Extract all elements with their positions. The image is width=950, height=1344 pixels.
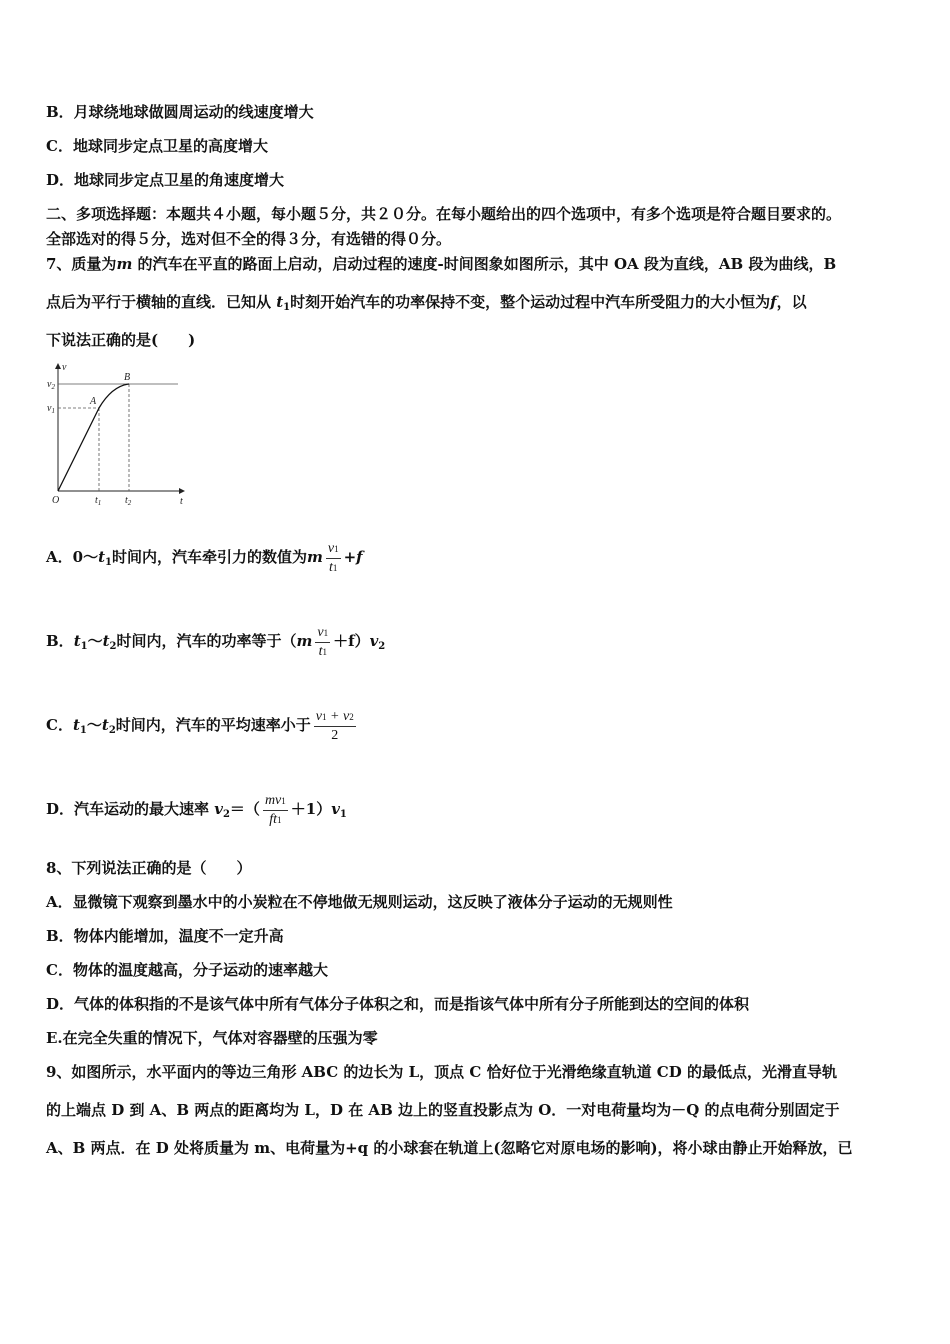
q7-option-c: C．$t_1\sim t_2$时间内，汽车的平均速率小于 $\frac{v1 + v2}{2}$ [46, 709, 354, 743]
q8-option-c: C．物体的温度越高，分子运动的速率越大 [46, 961, 328, 979]
axis-t-label: t [180, 496, 183, 506]
q6-option-d: D．地球同步定点卫星的角速度增大 [46, 171, 285, 189]
t2-label: $t_2$ [125, 495, 132, 506]
q8-stem: 8、下列说法正确的是（ ） [46, 859, 252, 877]
q8-option-d: D．气体的体积指的不是该气体中所有气体分子体积之和，而是指该气体中所有分子所能到达的空间的体积 [46, 995, 750, 1013]
q7-stem-line2: 点后为平行于横轴的直线．已知从 $t_1$时刻开始汽车的功率保持不变，整个运动过程中汽车所受阻力的大小恒为f，以 [46, 293, 807, 313]
point-a-label: A [90, 396, 97, 407]
fraction-mv1-over-ft1: $\frac{mv1}{ft1}$ [264, 792, 286, 827]
axis-v-label: v [62, 362, 67, 373]
v1-label: $v_1$ [47, 403, 55, 415]
q8-option-e: E.在完全失重的情况下，气体对容器壁的压强为零 [46, 1029, 378, 1047]
v2-label: $v_2$ [47, 379, 55, 391]
q7-stem-line1: 7、质量为m 的汽车在平直的路面上启动，启动过程的速度-时间图象如图所示，其中 OA 段为直线，AB 段为曲线，B [46, 255, 837, 273]
q9-stem-line2: 的上端点 D 到 A、B 两点的距离均为 L，D 在 AB 边上的竖直投影点为 O．一对电荷量均为－Q 的点电荷分别固定于 [46, 1101, 840, 1119]
section2-heading-line1: 二、多项选择题：本题共４小题，每小题５分，共２０分。在每小题给出的四个选项中，有多个选项是符合题目要求的。 [46, 205, 842, 223]
fraction-v1-over-t1: $\frac{v1}{t1}$ [317, 624, 329, 659]
q8-option-a: A．显微镜下观察到墨水中的小炭粒在不停地做无规则运动，这反映了液体分子运动的无规则性 [46, 893, 673, 911]
origin-label: O [52, 495, 60, 506]
q9-stem-line1: 9、如图所示，水平面内的等边三角形 ABC 的边长为 L，顶点 C 恰好位于光滑绝缘直轨道 CD 的最低点，光滑直导轨 [46, 1063, 837, 1081]
q6-option-c: C．地球同步定点卫星的高度增大 [46, 137, 268, 155]
point-b-label: B [124, 372, 131, 383]
section2-heading-line2: 全部选对的得５分，选对但不全的得３分，有选错的得０分。 [46, 230, 452, 248]
vt-graph [44, 358, 194, 506]
fraction-v1-over-t1: $\frac{v1}{t1}$ [327, 540, 339, 575]
fraction-v1-plus-v2-over-2: $\frac{v1 + v2}{2}$ [315, 709, 354, 743]
q7-option-d: D．汽车运动的最大速率 $v_2=$（ $\frac{mv1}{ft1}$ $+1)v_1$ [46, 792, 347, 827]
q7-option-a: A．$0\sim t_1$时间内，汽车牵引力的数值为m $\frac{v1}{t1}$ +f [46, 540, 363, 575]
q7-stem-line3: 下说法正确的是( ) [46, 331, 196, 349]
t1-label: $t_1$ [95, 495, 102, 506]
q7-option-b: B．$t_1\sim t_2$时间内，汽车的功率等于（m $\frac{v1}{t1}$ $+f)v_2$ [46, 624, 386, 659]
q6-option-b: B．月球绕地球做圆周运动的线速度增大 [46, 103, 314, 121]
q9-stem-line3: A、B 两点．在 D 处将质量为 m、电荷量为+q 的小球套在轨道上(忽略它对原电场的影响)，将小球由静止开始释放，已 [46, 1139, 853, 1157]
q8-option-b: B．物体内能增加，温度不一定升高 [46, 927, 284, 945]
